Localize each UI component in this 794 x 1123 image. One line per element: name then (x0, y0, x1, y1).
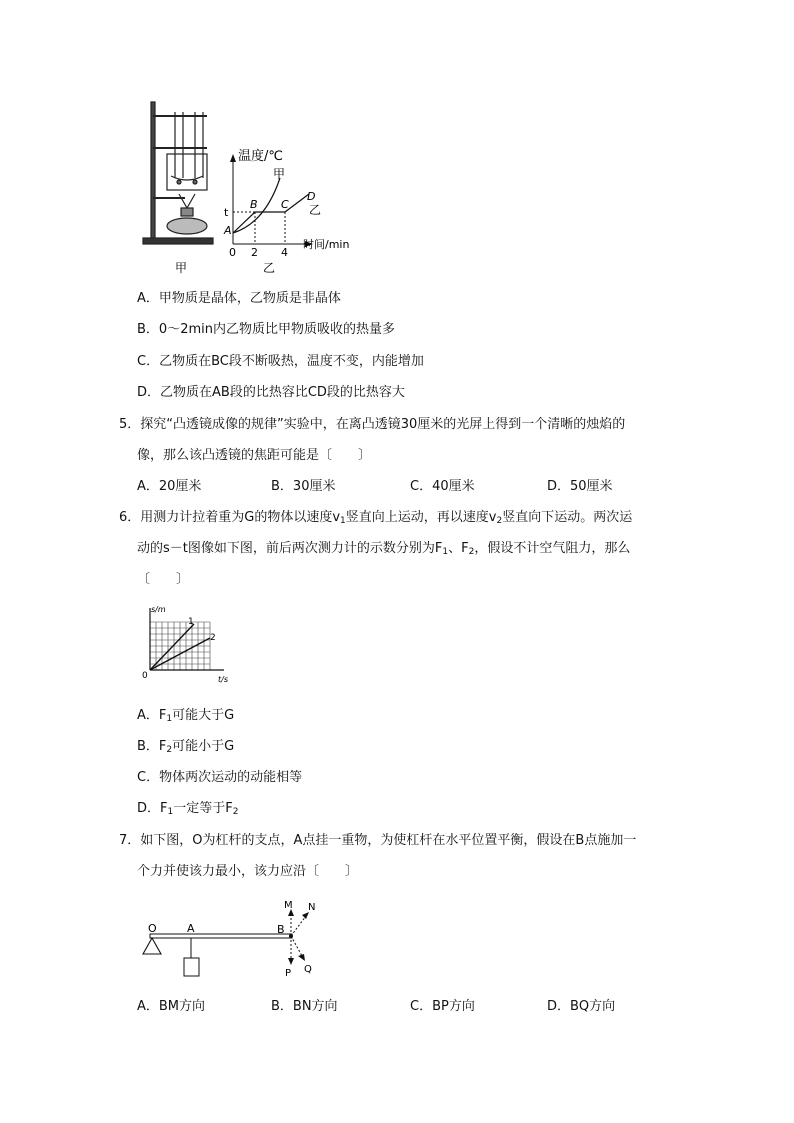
q7-option-a: A．BM方向 (137, 999, 206, 1014)
tick-4-label: 4 (281, 246, 288, 259)
point-d-label: D (307, 190, 316, 203)
st-origin: 0 (142, 671, 148, 681)
lever-bar (150, 934, 292, 938)
q5-stem-line2: 像，那么该凸透镜的焦距可能是〔 〕 (137, 448, 372, 463)
q4-option-c: C．乙物质在BC段不断吸热，温度不变，内能增加 (137, 354, 424, 369)
q7-option-d: D．BQ方向 (547, 999, 616, 1014)
hanging-weight (184, 958, 199, 976)
figure-st-graph (138, 602, 238, 684)
q6-option-a: A．$F_1$可能大于G (137, 708, 235, 724)
q4-option-a: A．甲物质是晶体，乙物质是非晶体 (137, 291, 341, 306)
q6-stem-line3: 〔 〕 (137, 572, 190, 587)
q6-option-c: C．物体两次运动的动能相等 (137, 770, 303, 785)
q6-option-b: B．$F_2$可能小于G (137, 739, 235, 755)
lever-label-b: B (277, 923, 285, 936)
point-a-label: A (224, 224, 232, 237)
q7-stem-line1: 7．如下图，O为杠杆的支点，A点挂一重物，为使杠杆在水平位置平衡，假设在B点施加一 (119, 833, 637, 848)
origin-label: 0 (229, 246, 236, 259)
st-line-2-label: 2 (210, 633, 216, 643)
q5-stem-line1: 5．探究“凸透镜成像的规律”实验中，在离凸透镜30厘米的光屏上得到一个清晰的烛焰的 (119, 417, 626, 432)
q7-options-row (137, 999, 657, 1015)
q5-option-a: A．20厘米 (137, 479, 202, 494)
st-line-1 (150, 624, 194, 670)
lever-label-o: O (148, 922, 157, 935)
lever-label-a: A (187, 922, 195, 935)
curve-yi-label: 乙 (309, 203, 322, 217)
q4-option-b: B．0～2min内乙物质比甲物质吸收的热量多 (137, 322, 395, 337)
q4-option-d: D．乙物质在AB段的比热容比CD段的比热容大 (137, 385, 405, 400)
caption-yi: 乙 (263, 261, 276, 275)
fulcrum (143, 938, 161, 954)
point-b-label: B (250, 198, 258, 211)
st-y-label: s/m (151, 605, 166, 614)
tick-2-label: 2 (251, 246, 258, 259)
q5-options-row (137, 479, 657, 495)
lever-label-m: M (284, 900, 293, 911)
st-line-1-label: 1 (188, 617, 194, 627)
q7-option-c: C．BP方向 (410, 999, 475, 1014)
apparatus-drawing (143, 102, 213, 244)
q5-option-c: C．40厘米 (410, 479, 475, 494)
curve-jia-label: 甲 (273, 167, 286, 181)
q6-option-d: D．$F_1$一定等于$F_2$ (137, 801, 239, 817)
caption-jia: 甲 (175, 261, 188, 275)
q6-stem-line1: 6．用测力计拉着重为G的物体以速度$v_1$竖直向上运动，再以速度$v_2$竖直向下运动。两次运 (119, 510, 633, 526)
figure-heating-experiment (135, 98, 365, 278)
q5-option-d: D．50厘米 (547, 479, 613, 494)
x-axis-label: 时间/min (303, 238, 350, 251)
q7-option-b: B．BN方向 (271, 999, 338, 1014)
figure-lever (138, 896, 338, 982)
st-graph-svg (138, 602, 238, 684)
lever-label-p: P (285, 968, 292, 979)
lever-label-n: N (308, 902, 316, 913)
st-x-label: t/s (218, 675, 228, 684)
lever-label-q: Q (304, 964, 312, 975)
point-c-label: C (281, 198, 289, 211)
temperature-time-graph (223, 148, 349, 259)
y-axis-label: 温度/℃ (238, 149, 283, 164)
lever-svg (138, 896, 338, 982)
heating-figure-svg (135, 98, 365, 278)
q7-stem-line2: 个力并使该力最小，该力应沿〔 〕 (137, 864, 359, 879)
q5-option-b: B．30厘米 (271, 479, 336, 494)
q6-stem-line2: 动的s－t图像如下图，前后两次测力计的示数分别为$F_1$、$F_2$，假设不计空气阻力，那么 (137, 541, 631, 557)
t-label: t (224, 206, 229, 219)
